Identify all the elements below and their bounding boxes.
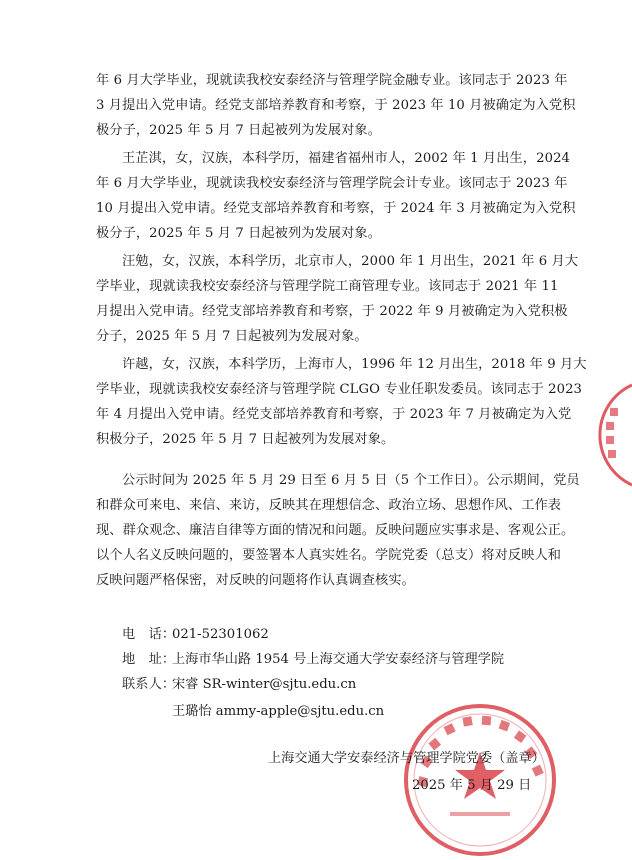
signature-date: 2025 年 5 月 29 日 bbox=[412, 778, 532, 793]
signature-org: 上海交通大学安泰经济与管理学院党委（盖章） bbox=[268, 751, 545, 766]
address-label: 地 址： bbox=[122, 652, 176, 667]
body-line: 月提出入党申请。经党支部培养教育和考察，于 2022 年 9 月被确定为入党积极 bbox=[96, 304, 568, 319]
body-line: 汪勉，女，汉族，本科学历，北京市人，2000 年 1 月出生，2021 年 6 月大 bbox=[122, 254, 579, 269]
body-line: 10 月提出入党申请。经党支部培养教育和考察，于 2024 年 3 月被确定为入党积 bbox=[96, 201, 576, 216]
body-line: 年 4 月提出入党申请。经党支部培养教育和考察，于 2023 年 7 月被确定为入党 bbox=[96, 407, 572, 422]
body-line: 学毕业，现就读我校安泰经济与管理学院工商管理专业。该同志于 2021 年 11 bbox=[96, 279, 559, 294]
body-line: 反映问题严格保密，对反映的问题将作认真调查核实。 bbox=[96, 573, 415, 588]
contact-person-1: 宋睿 SR-winter@sjtu.edu.cn bbox=[172, 677, 357, 692]
body-line: 以个人名义反映问题的，要签署本人真实姓名。学院党委（总支）将对反映人和 bbox=[96, 548, 562, 563]
body-line: 极分子，2025 年 5 月 7 日起被列为发展对象。 bbox=[96, 226, 381, 241]
body-line: 极分子，2025 年 5 月 7 日起被列为发展对象。 bbox=[96, 123, 381, 138]
body-line: 和群众可来电、来信、来访，反映其在理想信念、政治立场、思想作风、工作表 bbox=[96, 498, 562, 513]
contact-person-label: 联系人： bbox=[122, 677, 176, 692]
body-line: 许越，女，汉族，本科学历，上海市人，1996 年 12 月出生，2018 年 9 月大 bbox=[122, 357, 587, 372]
body-line: 积极分子，2025 年 5 月 7 日起被列为发展对象。 bbox=[96, 432, 395, 447]
phone-value: 021-52301062 bbox=[172, 627, 269, 642]
body-line: 3 月提出入党申请。经党支部培养教育和考察，于 2023 年 10 月被确定为入党积 bbox=[96, 98, 576, 113]
body-line: 分子，2025 年 5 月 7 日起被列为发展对象。 bbox=[96, 329, 368, 344]
body-line: 年 6 月大学毕业，现就读我校安泰经济与管理学院会计专业。该同志于 2023 年 bbox=[96, 176, 568, 191]
body-line: 年 6 月大学毕业，现就读我校安泰经济与管理学院金融专业。该同志于 2023 年 bbox=[96, 73, 568, 88]
body-line: 现、群众观念、廉洁自律等方面的情况和问题。反映问题应实事求是、客观公正。 bbox=[96, 523, 575, 538]
body-line: 学毕业，现就读我校安泰经济与管理学院 CLGO 专业任职发委员。该同志于 2023 bbox=[96, 382, 583, 397]
body-line: 公示时间为 2025 年 5 月 29 日至 6 月 5 日（5 个工作日）。公示期间，党员 bbox=[122, 473, 580, 488]
contact-person-2: 王璐怡 ammy-apple@sjtu.edu.cn bbox=[172, 704, 385, 719]
body-line: 王芷淇，女，汉族，本科学历，福建省福州市人，2002 年 1 月出生，2024 bbox=[122, 151, 571, 166]
phone-label: 电 话： bbox=[122, 627, 176, 642]
address-value: 上海市华山路 1954 号上海交通大学安泰经济与管理学院 bbox=[172, 652, 505, 667]
partial-seal-edge-icon bbox=[596, 380, 632, 490]
